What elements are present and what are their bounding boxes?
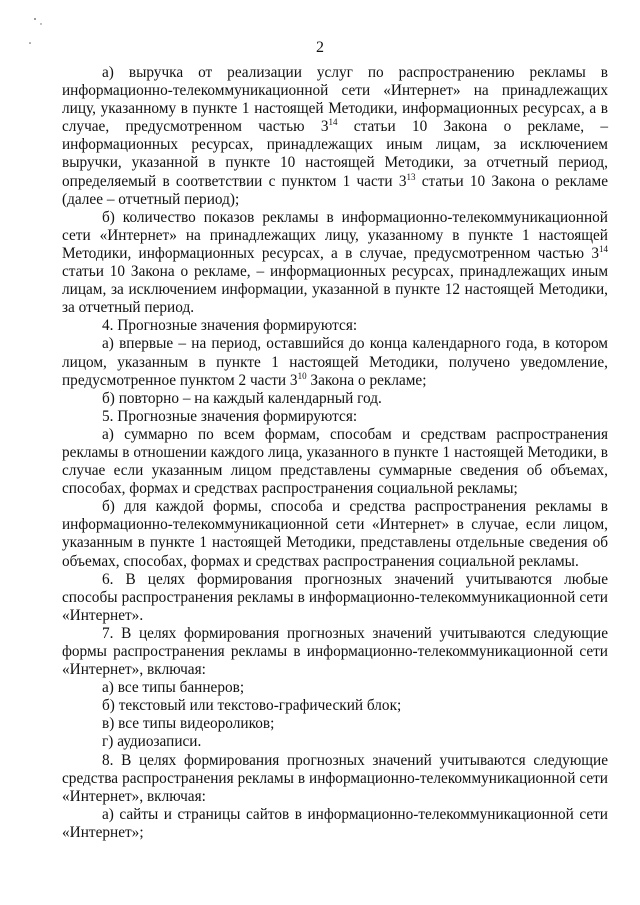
text-run: Закона о рекламе; [306, 371, 427, 389]
paragraph-4b [62, 390, 608, 408]
text-run: в) все типы видеороликов; [102, 715, 275, 733]
paragraph-5a [62, 426, 608, 498]
text-run: статьи 10 Закона о рекламе, – информационных ресурсах, принадлежащих иным лицам, за исключением информации, указанной в пункте 12 настоящей Методики, за отчетный период. [62, 263, 608, 317]
superscript: 14 [599, 243, 608, 254]
text-run: а) выручка от реализации услуг по распространению рекламы в информационно-телекоммуникационной сети «Интернет» на принадлежащих лицу, указанному в пункте 1 настоящей Методики, информационных ресурсах, а в случае, предусмотренном частью 3 [62, 64, 608, 136]
superscript: 13 [406, 171, 416, 182]
paragraph-5 [62, 408, 608, 426]
superscript: 14 [328, 117, 338, 128]
text-run: а) суммарно по всем формам, способам и средствам распространения рекламы в отношении каждого лица, указанного в пункте 1 настоящей Методики, в случае если указанным лицом представлены суммарные сведения об объемах, способах, формах и средствах распространения социальной рекламы; [62, 425, 608, 498]
paragraph-7a [62, 679, 608, 697]
paragraph-7c [62, 715, 608, 733]
paragraph-4 [62, 317, 608, 335]
text-run: 6. В целях формирования прогнозных значений учитываются любые способы распространения рекламы в информационно-телекоммуникационной сети «Интернет». [62, 570, 608, 624]
text-run: статьи 10 Закона о рекламе, – информационных ресурсах, принадлежащих иным лицам, за исключением выручки, указанной в пункте 10 настоящей Методики, за отчетный период, определяемый в соответствии с пунктом 1 части 3 [62, 118, 609, 190]
paragraph-5b [62, 498, 608, 570]
text-run: б) для каждой формы, способа и средства распространения рекламы в информационно-телекоммуникационной сети «Интернет» в случае, если лицом, указанным в пункте 1 настоящей Методики, представлены отдельные сведения об объемах, способах, формах и средствах распространения социальной рекламы. [62, 498, 608, 570]
text-run: статьи 10 Закона о рекламе (далее – отчетный период); [62, 172, 608, 208]
scan-speck [40, 23, 41, 24]
text-run: 4. Прогнозные значения формируются: [102, 317, 358, 335]
paragraph-7 [62, 625, 608, 679]
text-run: б) количество показов рекламы в информационно-телекоммуникационной сети «Интернет» на принадлежащих лицу, указанному в пункте 1 настоящей Методики, информационных ресурсах, а в случае, предусмотренном частью 3 [62, 208, 608, 262]
paragraph-3a [62, 64, 608, 209]
text-run: б) текстовый или текстово-графический блок; [102, 697, 402, 715]
paragraph-7d [62, 733, 608, 751]
text-run: а) впервые – на период, оставшийся до конца календарного года, в котором лицом, указанным в пункте 1 настоящей Методики, получено уведомление, предусмотренное пунктом 2 части 3 [62, 335, 608, 389]
text-run: 7. В целях формирования прогнозных значений учитываются следующие формы распространения рекламы в информационно-телекоммуникационной сети «Интернет», включая: [62, 624, 608, 679]
text-run: а) сайты и страницы сайтов в информационно-телекоммуникационной сети «Интернет»; [62, 805, 608, 841]
text-run: б) повторно – на каждый календарный год. [102, 389, 382, 407]
paragraph-6 [62, 571, 608, 625]
paragraph-3b [62, 209, 608, 318]
scan-speck [34, 18, 36, 20]
superscript: 10 [297, 370, 307, 381]
text-run: 8. В целях формирования прогнозных значений учитываются следующие средства распространения рекламы в информационно-телекоммуникационной сети «Интернет», включая: [62, 751, 608, 805]
text-run: а) все типы баннеров; [102, 679, 245, 697]
paragraph-4a [62, 335, 608, 389]
document-body [62, 64, 608, 842]
text-run: г) аудиозаписи. [102, 733, 202, 751]
page-number: 2 [316, 39, 324, 56]
paragraph-8a [62, 806, 608, 842]
paragraph-7b [62, 697, 608, 715]
paragraph-8 [62, 752, 608, 806]
text-run: 5. Прогнозные значения формируются: [102, 407, 358, 425]
